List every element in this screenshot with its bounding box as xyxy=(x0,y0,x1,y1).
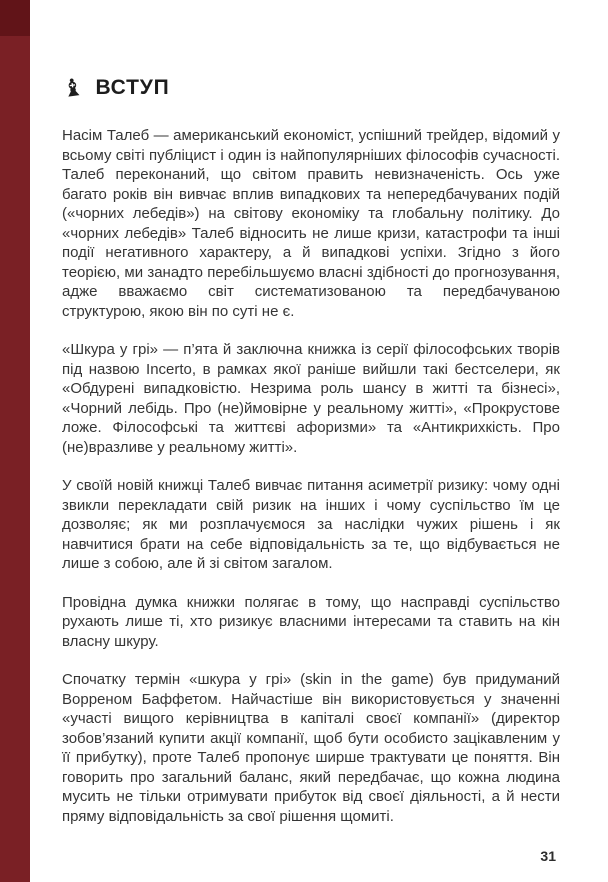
paragraph: Провідна думка книжки полягає в тому, що насправді суспільство рухають лише ті, хто ризикує власними інтересами та ставить на кін власну шкуру. xyxy=(62,593,560,650)
paragraph: У своїй новій книжці Талеб вивчає питання асиметрії ризику: чому одні звикли перекладати свій ризик на інших і чому суспільство їм це дозволяє; як ми розплачуємося за наслідки чужих рішень і як навчитися брати на себе відповідальність за те, що відбувається не лише з собою, але й зі світом загалом. xyxy=(62,477,560,572)
page-number: 31 xyxy=(540,848,556,864)
book-spine-corner xyxy=(0,0,30,36)
book-spine xyxy=(0,0,30,882)
chapter-heading xyxy=(60,72,560,104)
paragraph: Насім Талеб — американський економіст, успішний трейдер, відомий у всьому світі публіцист і один із найпопулярніших філософів сучасності. Талеб переконаний, що світом править невизначеність. Ось уже багато років він вивчає вплив випадкових та непередбачуваних подій («чорних лебедів») на світову економіку та глобальну політику. До «чорних лебедів» Талеб відносить не лише кризи, катастрофи та інші події негативного характеру, а й випадкові успіхи. Згідно з його теорією, ми занадто перебільшуємо власні здібності до прогнозування, адже вважаємо світ систематизованою та передбачуваною структурою, якою він по суті не є. xyxy=(62,127,560,320)
chess-bishop-icon: ♝ xyxy=(60,72,86,104)
paragraph: «Шкура у грі» — п’ята й заключна книжка із серії філософських творів під назвою Incerto, в рамках якої раніше вийшли такі бестселери, як «Обдурені випадковістю. Незрима роль шансу в житті та бізнесі», «Чорний лебідь. Про (не)ймовірне у реальному житті», «Прокрустове ложе. Філософські та життєві афоризми» та «Антикрихкість. Про (не)вразливе у реальному житті». xyxy=(62,341,560,456)
page-title: ВСТУП xyxy=(95,76,170,99)
chapter-body xyxy=(62,126,560,826)
paragraph: Спочатку термін «шкура у грі» (skin in the game) був придуманий Ворреном Баффетом. Найчастіше він використовується у значенні «участі вищого керівництва в капіталі своєї компанії» (директор зобов’язаний купити акції компанії, щоб бути особисто зацікавленим у її прибутку), проте Талеб пропонує ширше трактувати це поняття. Він говорить про загальний баланс, який передбачає, що кожна людина мусить не тільки отримувати прибуток від своєї діяльності, а й нести пряму відповідальність за свої рішення щомиті. xyxy=(62,671,560,825)
page-content xyxy=(60,72,560,845)
